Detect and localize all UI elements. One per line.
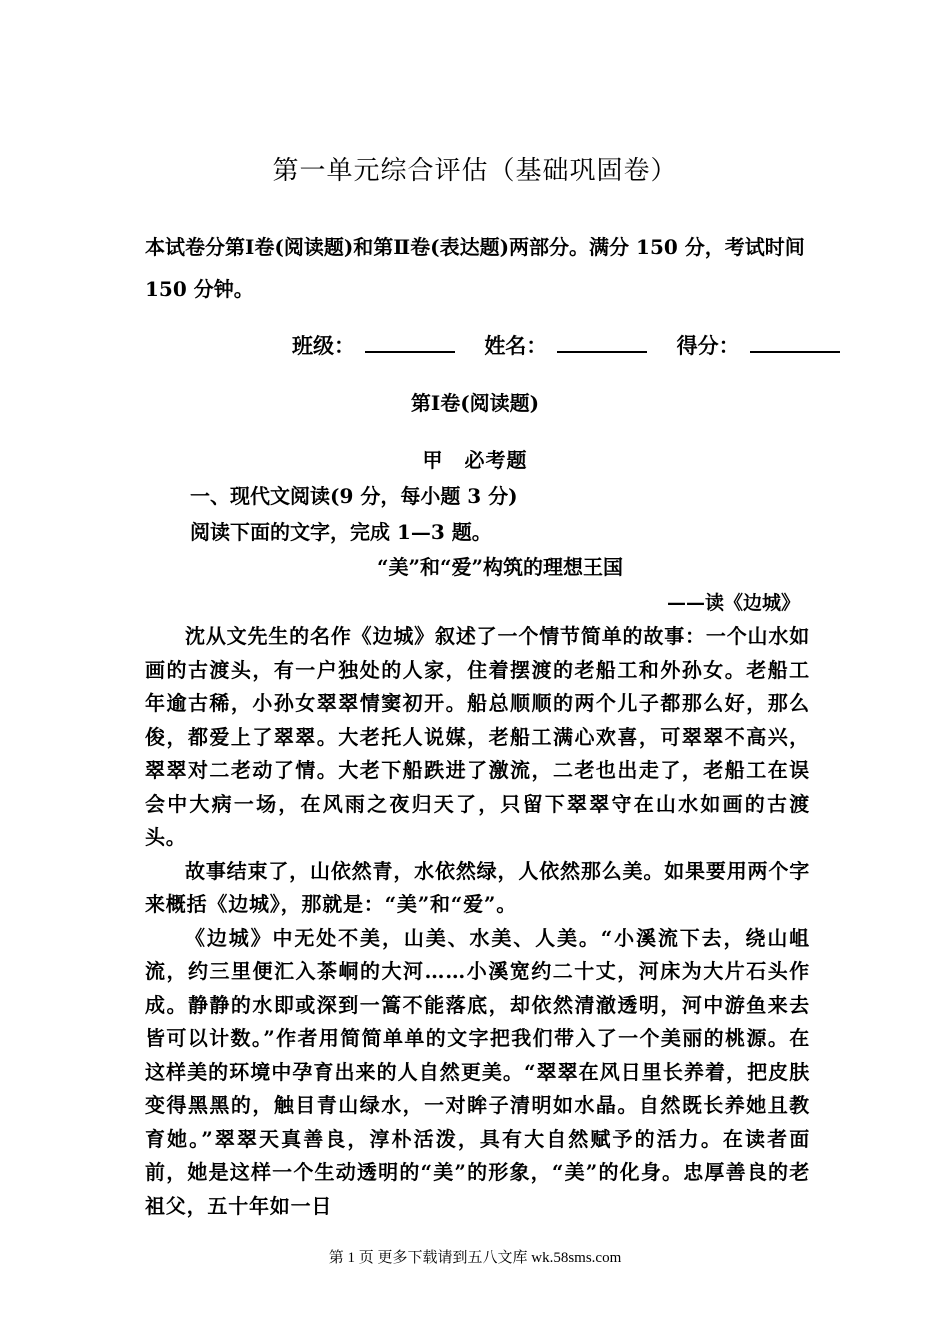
paragraph: 沈从文先生的名作《边城》叙述了一个情节简单的故事：一个山水如画的古渡头，有一户独处的人家，住着摆渡的老船工和外孙女。老船工年逾古稀，小孙女翠翠情窦初开。船总顺顺的两个儿子都那么好，那么俊，都爱上了翠翠。大老托人说媒，老船工满心欢喜，可翠翠不高兴，翠翠对二老动了情。大老下船跌进了激流，二老也出走了，老船工在误会中大病一场，在风雨之夜归天了，只留下翠翠守在山水如画的古渡头。	[145, 624, 810, 849]
volume-title: 第Ⅰ卷(阅读题)	[410, 391, 540, 415]
class-field[interactable]	[292, 330, 455, 360]
name-label: 姓名：	[484, 333, 548, 358]
question-instruction: 阅读下面的文字，完成 1—3 题。	[190, 520, 492, 544]
class-label: 班级：	[292, 333, 355, 358]
page-footer: 第 1 页 更多下载请到五八文库 wk.58sms.com	[328, 1250, 622, 1266]
paragraph: 故事结束了，山依然青，水依然绿，人依然那么美。如果要用两个字来概括《边城》，那就是：“美”和“爱”。	[145, 858, 810, 916]
paragraph: 《边城》中无处不美，山美、水美、人美。“小溪流下去，绕山岨流，约三里便汇入茶峒的大河……小溪宽约二十丈，河床为大片石头作成。静静的水即或深到一篙不能落底，却依然清澈透明，河中游鱼来去皆可以计数。”作者用简简单单的文字把我们带入了一个美丽的桃源。在这样美的环境中孕育出来的人自然更美。“翠翠在风日里长养着，把皮肤变得黑黑的，触目青山绿水，一对眸子清明如水晶。自然既长养她且教育她。”翠翠天真善良，淳朴活泼，具有大自然赋予的活力。在读者面前，她是这样一个生动透明的“美”的形象，“美”的化身。忠厚善良的老祖父，五十年如一日	[145, 925, 810, 1218]
document-title: 第一单元综合评估（基础巩固卷）	[272, 156, 678, 186]
score-field[interactable]	[677, 330, 840, 360]
section-title: 甲 必考题	[422, 448, 528, 472]
score-blank[interactable]	[750, 333, 840, 353]
score-label: 得分：	[676, 333, 740, 358]
name-field[interactable]	[484, 330, 647, 360]
exam-intro: 本试卷分第Ⅰ卷(阅读题)和第Ⅱ卷(表达题)两部分。满分 150 分，考试时间 150 分钟。	[145, 235, 805, 301]
article-body	[145, 620, 810, 1223]
article-subtitle: ——读《边城》	[666, 592, 800, 614]
student-info-row	[292, 330, 862, 360]
article-title: “美”和“爱”构筑的理想王国	[376, 555, 623, 579]
question-heading: 一、现代文阅读(9 分，每小题 3 分)	[190, 484, 518, 508]
class-blank[interactable]	[365, 333, 455, 353]
name-blank[interactable]	[557, 333, 647, 353]
